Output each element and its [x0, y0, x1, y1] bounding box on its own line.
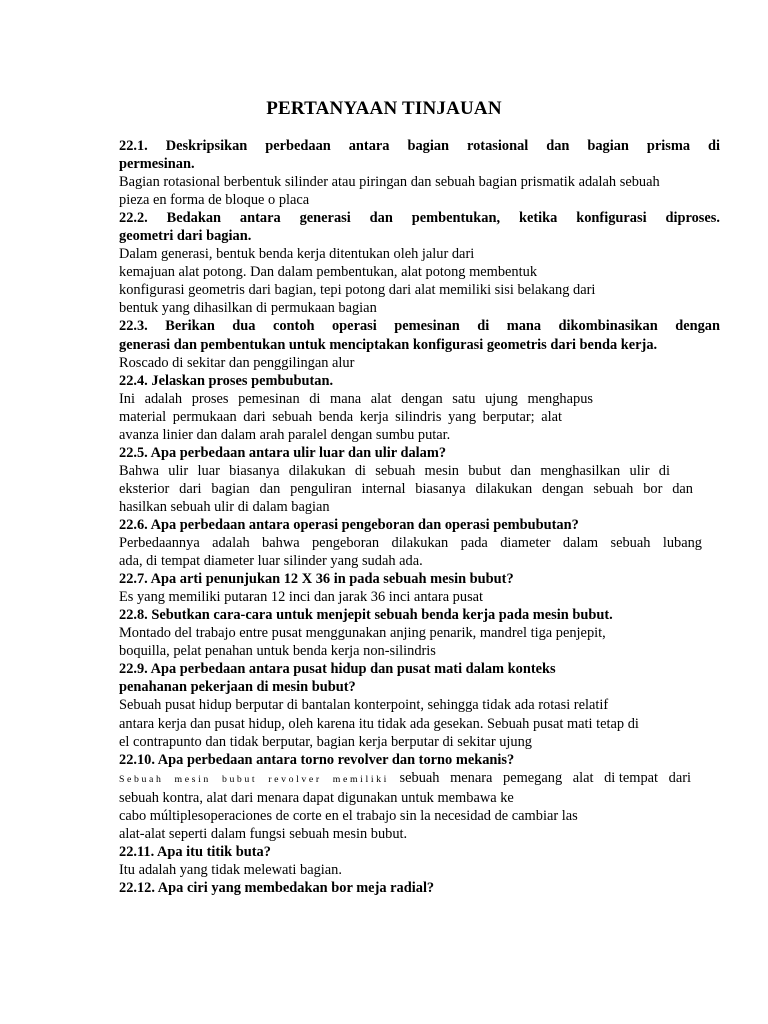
- answer-22-5-line-3: hasilkan sebuah ulir di dalam bagian: [119, 498, 330, 515]
- answer-22-8-line-1: Montado del trabajo entre pusat menggunakan anjing penarik, mandrel tiga penjepit,: [119, 625, 606, 642]
- answer-22-10-line-1: [119, 769, 691, 789]
- question-22-7: 22.7. Apa arti penunjukan 12 X 36 in pada sebuah mesin bubut?: [119, 571, 514, 588]
- answer-22-2-line-1: Dalam generasi, bentuk benda kerja ditentukan oleh jalur dari: [119, 246, 475, 263]
- answer-22-10-word-6: dari: [668, 769, 691, 786]
- question-22-1-line-2: permesinan.: [119, 156, 195, 173]
- answer-22-6-line-1: Perbedaannya adalah bahwa pengeboran dilakukan pada diameter dalam sebuah lubang: [119, 535, 702, 552]
- answer-22-10-line-4: alat-alat seperti dalam fungsi sebuah mesin bubut.: [119, 825, 408, 842]
- answer-22-5-line-1: Bahwa ulir luar biasanya dilakukan di sebuah mesin bubut dan menghasilkan ulir di: [119, 462, 670, 479]
- answer-22-4-line-1: Ini adalah proses pemesinan di mana alat dengan satu ujung menghapus: [119, 390, 593, 407]
- answer-22-1-line-2: pieza en forma de bloque o placa: [119, 192, 310, 209]
- question-22-4: 22.4. Jelaskan proses pembubutan.: [119, 372, 334, 389]
- question-22-9-line-2: penahanan pekerjaan di mesin bubut?: [119, 679, 356, 696]
- answer-22-7-line-1: Es yang memiliki putaran 12 inci dan jarak 36 inci antara pusat: [119, 589, 484, 606]
- answer-22-10-word-2: menara: [450, 769, 493, 786]
- question-22-12: 22.12. Apa ciri yang membedakan bor meja radial?: [119, 879, 435, 896]
- answer-22-9-line-3: el contrapunto dan tidak berputar, bagian kerja berputar di sekitar ujung: [119, 733, 533, 750]
- answer-22-3-line-1: Roscado di sekitar dan penggilingan alur: [119, 354, 355, 371]
- question-22-11: 22.11. Apa itu titik buta?: [119, 843, 271, 860]
- answer-22-4-line-2: material permukaan dari sebuah benda kerja silindris yang berputar; alat: [119, 408, 562, 425]
- answer-22-10-word-1: sebuah: [399, 769, 440, 786]
- answer-22-4-line-3: avanza linier dan dalam arah paralel dengan sumbu putar.: [119, 426, 451, 443]
- question-22-6: 22.6. Apa perbedaan antara operasi pengeboran dan operasi pembubutan?: [119, 516, 579, 533]
- answer-22-9-line-1: Sebuah pusat hidup berputar di bantalan konterpoint, sehingga tidak ada rotasi relatif: [119, 697, 609, 714]
- question-22-2-line-2: geometri dari bagian.: [119, 228, 252, 245]
- answer-22-10-line-2: sebuah kontra, alat dari menara dapat digunakan untuk membawa ke: [119, 789, 514, 806]
- answer-22-2-line-3: konfigurasi geometris dari bagian, tepi potong dari alat memiliki sisi belakang dari: [119, 282, 596, 299]
- question-22-2-line-1: 22.2. Bedakan antara generasi dan pembentukan, ketika konfigurasi diproses.: [119, 210, 720, 227]
- question-22-10: 22.10. Apa perbedaan antara torno revolver dan torno mekanis?: [119, 751, 515, 768]
- document-body: [119, 137, 720, 897]
- question-22-9-line-1: 22.9. Apa perbedaan antara pusat hidup dan pusat mati dalam konteks: [119, 661, 556, 678]
- answer-22-10-small-text: Sebuah mesin bubut revolver memiliki: [119, 773, 389, 785]
- question-22-5: 22.5. Apa perbedaan antara ulir luar dan ulir dalam?: [119, 444, 447, 461]
- answer-22-2-line-2: kemajuan alat potong. Dan dalam pembentukan, alat potong membentuk: [119, 264, 538, 281]
- answer-22-1-line-1: Bagian rotasional berbentuk silinder atau piringan dan sebuah bagian prismatik adalah sebuah: [119, 174, 660, 191]
- question-22-8: 22.8. Sebutkan cara-cara untuk menjepit sebuah benda kerja pada mesin bubut.: [119, 607, 613, 624]
- answer-22-9-line-2: antara kerja dan pusat hidup, oleh karena itu tidak ada gesekan. Sebuah pusat mati tetap di: [119, 715, 639, 732]
- answer-22-8-line-2: boquilla, pelat penahan untuk benda kerja non-silindris: [119, 643, 436, 660]
- question-22-3-line-2: generasi dan pembentukan untuk menciptakan konfigurasi geometris dari benda kerja.: [119, 336, 658, 353]
- page-title: PERTANYAAN TINJAUAN: [266, 98, 502, 119]
- answer-22-6-line-2: ada, di tempat diameter luar silinder yang sudah ada.: [119, 553, 423, 570]
- answer-22-5-line-2: eksterior dari bagian dan penguliran internal biasanya dilakukan dengan sebuah bor dan: [119, 480, 693, 497]
- answer-22-11-line-1: Itu adalah yang tidak melewati bagian.: [119, 861, 342, 878]
- answer-22-10-word-5: di tempat: [604, 769, 659, 786]
- question-22-3-line-1: 22.3. Berikan dua contoh operasi pemesinan di mana dikombinasikan dengan: [119, 318, 720, 335]
- answer-22-10-word-4: alat: [572, 769, 594, 786]
- answer-22-10-word-3: pemegang: [503, 769, 563, 786]
- question-22-1-line-1: 22.1. Deskripsikan perbedaan antara bagian rotasional dan bagian prisma di: [119, 138, 720, 154]
- answer-22-10-line-3: cabo múltiplesoperaciones de corte en el trabajo sin la necesidad de cambiar las: [119, 807, 578, 824]
- answer-22-2-line-4: bentuk yang dihasilkan di permukaan bagian: [119, 300, 377, 317]
